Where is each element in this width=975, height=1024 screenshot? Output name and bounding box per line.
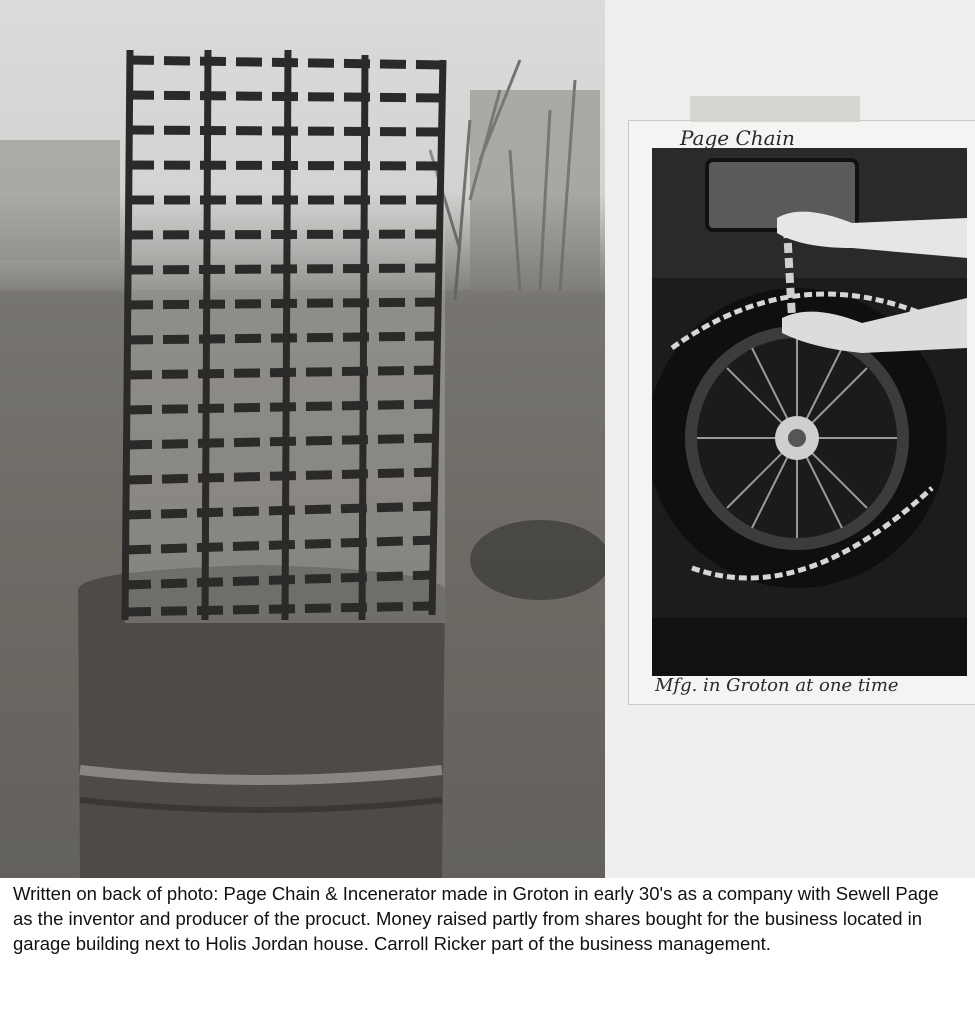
tape-strip	[690, 96, 860, 122]
label-top: Page Chain	[680, 126, 795, 150]
label-bottom: Mfg. in Groton at one time	[655, 675, 899, 696]
incinerator-grid	[125, 48, 445, 623]
tire-chain-photo	[652, 148, 967, 676]
caption-text: Written on back of photo: Page Chain & Incenerator made in Groton in early 30's as a company with Sewell Page as the inventor and producer of the procuct. Money raised partly from shares bought for the business located in garage building next to Holis Jordan house. Carroll Ricker part of the business management.	[13, 883, 939, 954]
tire-chain-illustration	[652, 148, 967, 676]
